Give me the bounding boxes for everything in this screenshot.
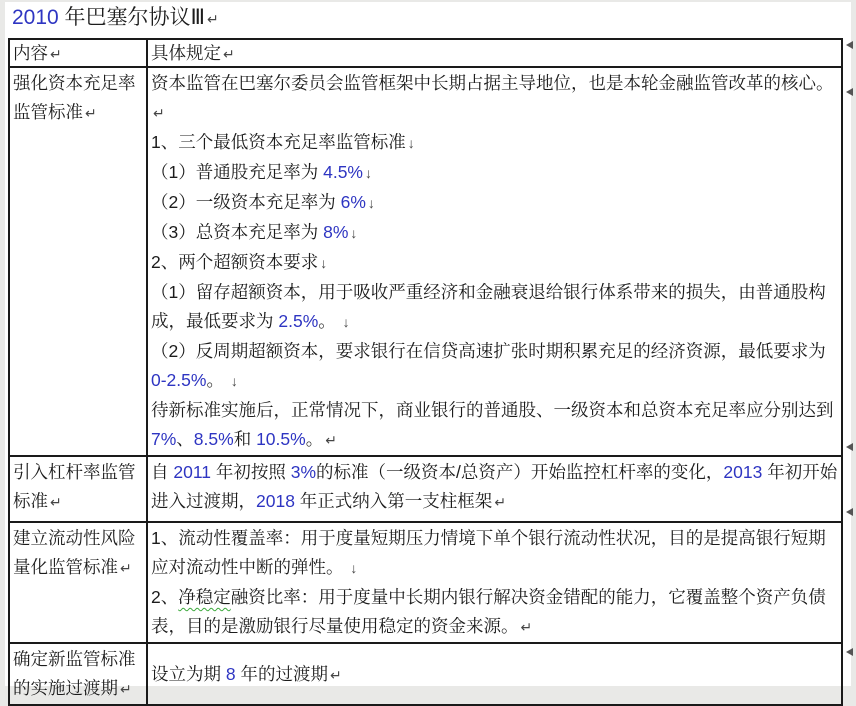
line-break-mark-icon: ↓ [342, 314, 350, 330]
number-text: 2018 [256, 491, 295, 511]
row-end-marker-icon [846, 41, 853, 49]
line-break-mark-icon: ↓ [365, 165, 372, 181]
row-end-marker-icon [846, 443, 853, 451]
number-text: 0-2.5% [151, 370, 207, 390]
table-row-liquidity-risk-standards [9, 522, 842, 643]
paragraph-mark-icon: ↵ [329, 666, 342, 683]
paragraph [151, 188, 838, 218]
text-segment: 年初按照 [211, 462, 291, 482]
paragraph-mark-icon: ↵ [520, 619, 533, 635]
paragraph [151, 660, 838, 690]
paragraph [151, 583, 838, 642]
cell-category [9, 67, 147, 456]
number-text: 2.5% [278, 311, 319, 331]
line-break-mark-icon: ↓ [407, 135, 415, 151]
header-cell-provisions [147, 39, 842, 67]
cell-category [9, 456, 147, 522]
paragraph-mark-icon: ↵ [153, 105, 165, 121]
basel-iii-table [8, 38, 843, 706]
document-title [12, 5, 219, 32]
paragraph [151, 458, 838, 517]
number-text: 8 [225, 663, 236, 684]
line-break-mark-icon: ↓ [350, 560, 358, 576]
number-text: 8.5% [193, 429, 234, 449]
text-segment: 待新标准实施后，正常情况下，商业银行的普通股、一级资本和总资本充足率应分别达到 [151, 400, 834, 420]
paragraph [151, 524, 838, 583]
cell-category [9, 522, 147, 643]
paragraph [151, 278, 838, 337]
text-segment: 确定新监管标准的实施过渡期 [13, 649, 136, 698]
paragraph-mark-icon: ↵ [494, 494, 507, 510]
text-segment: 引入杠杆率监管标准 [13, 462, 136, 511]
text-segment: 融资比率：用于度量中长期内银行解决资金错配的能力，它覆盖整个资产负债表，目的是激励银行尽量使用稳定的资金来源。 [151, 587, 826, 636]
paragraph-mark-icon: ↵ [207, 11, 219, 27]
text-segment: 的标准（一级资本/总资产）开始监控杠杆率的变化， [316, 462, 724, 482]
text-segment: 建立流动性风险量化监管标准 [13, 528, 136, 577]
paragraph-mark-icon: ↵ [85, 105, 97, 121]
text-segment: （1）留存超额资本，用于吸收严重经济和金融衰退给银行体系带来的损失，由普通股构成，最低要求为 [151, 282, 826, 331]
number-text: 10.5% [256, 429, 306, 449]
paragraph-mark-icon: ↵ [50, 494, 62, 510]
text-segment: （2）反周期超额资本，要求银行在信贷高速扩张时期积累充足的经济资源，最低要求为 [151, 341, 826, 361]
text-segment: 。 [206, 370, 229, 390]
paragraph [151, 337, 838, 396]
text-segment: 1、流动性覆盖率：用于度量短期压力情境下单个银行流动性状况，目的是提高银行短期应对流动性中断的弹性。 [151, 528, 826, 577]
header-cell-content [9, 39, 147, 67]
table-row-leverage-ratio-standard [9, 456, 842, 522]
line-break-mark-icon: ↓ [367, 195, 375, 211]
number-text: 2013 [723, 462, 763, 482]
number-text: 2010 [12, 6, 59, 29]
table-row-capital-adequacy-standards [9, 67, 842, 456]
cell-details [147, 456, 842, 522]
line-break-mark-icon: ↓ [350, 225, 358, 241]
cell-category [9, 643, 147, 705]
line-break-mark-icon: ↓ [230, 373, 238, 389]
text-segment: 年巴塞尔协议Ⅲ [58, 6, 206, 29]
text-segment: 资本监管在巴塞尔委员会监管框架中长期占据主导地位，也是本轮金融监管改革的核心。 [151, 73, 834, 93]
paragraph [151, 396, 838, 455]
text-segment: 、 [176, 429, 194, 449]
row-end-marker-icon [846, 508, 853, 516]
spellcheck-flagged-text: 净稳定 [178, 587, 231, 607]
paragraph [151, 218, 838, 248]
paragraph [151, 248, 838, 278]
cell-details [147, 643, 842, 705]
text-segment: 设立为期 [151, 663, 226, 684]
paragraph [151, 69, 838, 128]
text-segment: 年正式纳入第一支柱框架 [294, 491, 493, 511]
number-text: 7% [151, 429, 177, 449]
text-segment: 。 [305, 429, 324, 449]
table-row-transition-period [9, 643, 842, 705]
cell-details [147, 522, 842, 643]
number-text: 3% [290, 462, 317, 482]
paragraph-mark-icon: ↵ [223, 46, 235, 62]
paragraph-mark-icon: ↵ [120, 681, 132, 697]
text-segment: 内容 [13, 43, 48, 63]
paragraph-mark-icon: ↵ [325, 432, 337, 448]
text-segment: 2、两个超额资本要求 [151, 252, 319, 272]
text-segment: （2）一级资本充足率为 [151, 192, 341, 212]
text-segment: 2、 [151, 587, 179, 607]
text-segment: 强化资本充足率监管标准 [13, 73, 136, 122]
number-text: 2011 [173, 462, 212, 482]
cell-details [147, 67, 842, 456]
number-text: 4.5% [323, 162, 363, 182]
row-end-marker-icon [846, 88, 853, 96]
text-segment: （3）总资本充足率为 [151, 222, 324, 242]
paragraph [151, 158, 838, 188]
text-segment: 和 [233, 429, 257, 449]
text-segment: 具体规定 [151, 43, 221, 63]
line-break-mark-icon: ↓ [320, 255, 328, 271]
header-row [9, 39, 842, 67]
text-segment: 自 [151, 462, 174, 482]
text-segment: 1、三个最低资本充足率监管标准 [151, 132, 406, 152]
number-text: 6% [340, 192, 366, 212]
row-end-marker-icon [846, 648, 853, 656]
paragraph [151, 128, 838, 158]
text-segment: 。 [318, 311, 341, 331]
paragraph-mark-icon: ↵ [50, 46, 62, 62]
text-segment: 年的过渡期 [235, 663, 328, 684]
paragraph-mark-icon: ↵ [120, 560, 132, 576]
number-text: 8% [323, 222, 349, 242]
text-segment: 年初开始进入过渡期， [151, 462, 838, 511]
text-segment: （1）普通股充足率为 [151, 162, 324, 182]
